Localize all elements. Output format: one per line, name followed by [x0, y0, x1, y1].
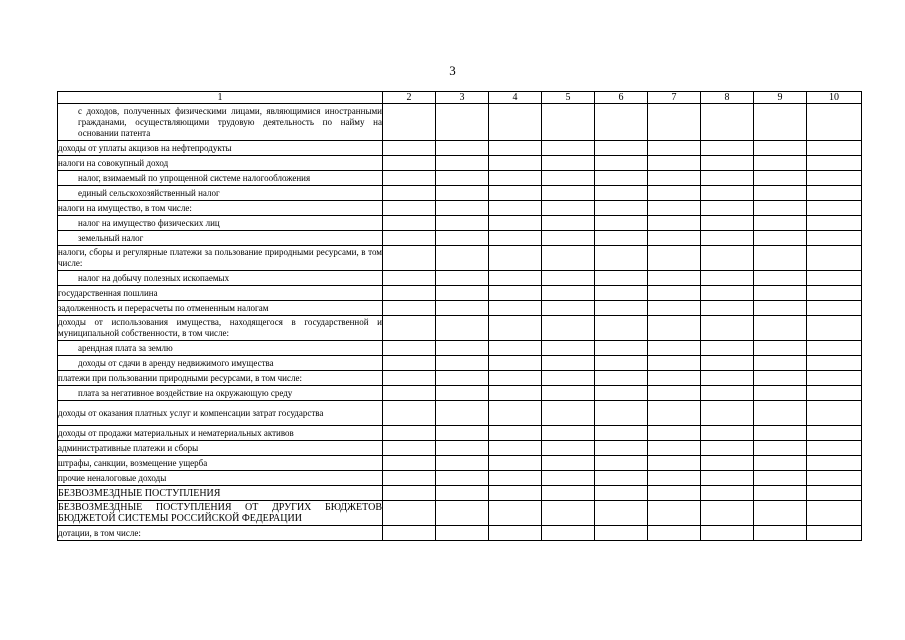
- row-label: доходы от оказания платных услуг и компенсации затрат государства: [58, 401, 383, 426]
- table-row: [58, 201, 862, 216]
- row-label: арендная плата за землю: [58, 341, 383, 356]
- table-row: [58, 456, 862, 471]
- table-row: [58, 156, 862, 171]
- column-header: 9: [754, 92, 807, 104]
- row-label: налог на добычу полезных ископаемых: [58, 271, 383, 286]
- table-row: [58, 104, 862, 141]
- row-label: доходы от использования имущества, находящегося в государственной и муниципальной собственности, в том числе:: [58, 316, 383, 341]
- table-row: [58, 371, 862, 386]
- table-row: [58, 341, 862, 356]
- table-row: [58, 186, 862, 201]
- header-row: [58, 92, 862, 104]
- row-label: единый сельскохозяйственный налог: [58, 186, 383, 201]
- row-label: прочие неналоговые доходы: [58, 471, 383, 486]
- table-row: [58, 216, 862, 231]
- column-header: 4: [489, 92, 542, 104]
- row-label: платежи при пользовании природными ресурсами, в том числе:: [58, 371, 383, 386]
- column-header: 2: [383, 92, 436, 104]
- column-header: 1: [58, 92, 383, 104]
- column-header: 7: [648, 92, 701, 104]
- column-header: 6: [595, 92, 648, 104]
- column-header: 8: [701, 92, 754, 104]
- table-row: [58, 301, 862, 316]
- table-row: [58, 271, 862, 286]
- table-row: [58, 356, 862, 371]
- table-row: [58, 486, 862, 501]
- table-row: [58, 526, 862, 541]
- row-label: государственная пошлина: [58, 286, 383, 301]
- row-label: налоги, сборы и регулярные платежи за пользование природными ресурсами, в том числе:: [58, 246, 383, 271]
- column-header: 3: [436, 92, 489, 104]
- table-row: [58, 501, 862, 526]
- row-label: доходы от сдачи в аренду недвижимого имущества: [58, 356, 383, 371]
- row-label: налоги на совокупный доход: [58, 156, 383, 171]
- budget-table: [57, 91, 862, 541]
- row-label: налог, взимаемый по упрощенной системе налогообложения: [58, 171, 383, 186]
- row-label: с доходов, полученных физическими лицами, являющимися иностранными гражданами, осуществляющими трудовую деятельность по найму на основании патента: [58, 104, 383, 141]
- table-row: [58, 426, 862, 441]
- row-label: доходы от уплаты акцизов на нефтепродукты: [58, 141, 383, 156]
- row-label: штрафы, санкции, возмещение ущерба: [58, 456, 383, 471]
- table-row: [58, 141, 862, 156]
- row-label: земельный налог: [58, 231, 383, 246]
- row-label: БЕЗВОЗМЕЗДНЫЕ ПОСТУПЛЕНИЯ ОТ ДРУГИХ БЮДЖЕТОВ БЮДЖЕТОЙ СИСТЕМЫ РОССИЙСКОЙ ФЕДЕРАЦИИ: [58, 502, 382, 524]
- page-number: 3: [449, 63, 456, 78]
- row-label: плата за негативное воздействие на окружающую среду: [58, 386, 383, 401]
- table-row: [58, 316, 862, 341]
- table-row: [58, 246, 862, 271]
- row-label: БЕЗВОЗМЕЗДНЫЕ ПОСТУПЛЕНИЯ: [58, 486, 383, 501]
- row-label: налоги на имущество, в том числе:: [58, 201, 383, 216]
- table-row: [58, 441, 862, 456]
- table-row: [58, 286, 862, 301]
- row-label: дотации, в том числе:: [58, 526, 383, 541]
- table-row: [58, 231, 862, 246]
- table-row: [58, 401, 862, 426]
- row-label: задолженность и перерасчеты по отмененным налогам: [58, 301, 383, 316]
- column-header: 5: [542, 92, 595, 104]
- table-row: [58, 171, 862, 186]
- row-label: административные платежи и сборы: [58, 441, 383, 456]
- table-row: [58, 471, 862, 486]
- row-label: доходы от продажи материальных и нематериальных активов: [58, 426, 383, 441]
- column-header: 10: [807, 92, 862, 104]
- table-row: [58, 386, 862, 401]
- row-label: налог на имущество физических лиц: [58, 216, 383, 231]
